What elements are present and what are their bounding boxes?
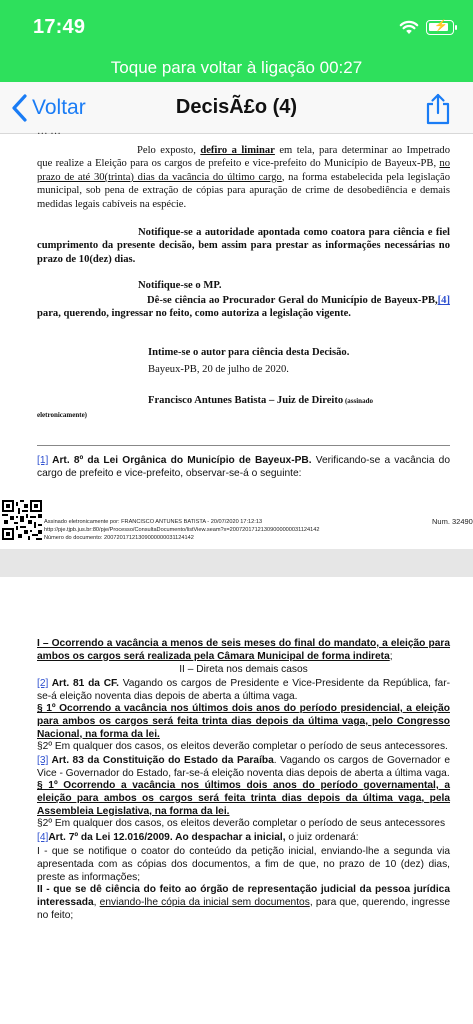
footnote-text-l8: II - que se dê ciência do feito ao órgão de representação judicial da pessoa jurídica interessada, enviando-lhe cópia da inicial sem documentos, para que, querendo, ingresse no feito;: [37, 884, 450, 921]
paragraph-intime: Intime-se o autor para ciência desta Decisão.: [148, 347, 350, 358]
footnote-3: [3] Art. 83 da Constituição do Estado da Paraíba. Vagando os cargos de Governador e Vice - Governador do Estado, far-se-á eleição noventa dias depois de aberta a última vaga.: [37, 755, 450, 779]
status-time: 17:49: [33, 16, 86, 38]
footnote-text-l4: §2º Em qualquer dos casos, os eleitos deverão completar o período de seus antecessores.: [37, 741, 448, 752]
document-page-1: [0, 126, 473, 549]
cut-off-line: … …: [37, 126, 61, 137]
paragraph-decision: Pelo exposto, defiro a liminar em tela, para determinar ao Impetrado que realize a Eleição para os cargos de prefeito e vice-prefeito do Município de Bayeux-PB, no prazo de até 30(trinta) dias da vacância do último cargo, na forma estabelecida pela legislação municipal, sob pena de extração de cópias para apuração de crime de desobediência e demais medidas legais cabíveis na espécie.: [37, 145, 450, 210]
footnote-ref-4[interactable]: [4]: [437, 295, 450, 306]
document-page-2: [0, 577, 473, 1024]
paragraph-notify-mp: Notifique-se o MP.: [138, 280, 222, 291]
footnote-text-l3: § 1º Ocorrendo a vacância nos últimos dois anos do período presidencial, a eleição para ambos os cargos será feita trinta dias depois da última vaga, pelo Congresso Nacional, na forma da lei.: [37, 703, 450, 740]
page-separator: [0, 549, 473, 577]
judge-signature: Francisco Antunes Batista – Juiz de Direito (assinado eletronicamente): [37, 395, 373, 420]
paragraph-notify-authority: Notifique-se a autoridade apontada como coatora para ciência e fiel cumprimento da presente decisão, bem assim para prestar as informações necessárias no prazo de 10(dez) dias.: [37, 227, 450, 265]
paragraph-attorney: Dê-se ciência ao Procurador Geral do Município de Bayeux-PB,[4] para, querendo, ingressar no feito, como autoriza a legislação vigente.: [37, 295, 450, 320]
footnote-2: [2] Art. 81 da CF. Vagando os cargos de Presidente e Vice-Presidente da República, far-se-á eleição noventa dias depois de aberta a última vaga.: [37, 678, 450, 702]
call-banner[interactable]: Toque para voltar à ligação 00:27: [0, 56, 473, 82]
footnote-ref-3[interactable]: [3]: [37, 755, 49, 766]
footnote-ref-4-target[interactable]: [4]: [37, 832, 49, 843]
back-label: Voltar: [32, 96, 86, 119]
footnote-text-l6: §2º Em qualquer dos casos, os eleitos deverão completar o período de seus antecessores: [37, 818, 446, 829]
sig-line-url: http://pje.tjpb.jus.br:80/pje/Processo/ConsultaDocumento/listView.seam?x=20072017121309000000031124142: [44, 527, 320, 533]
page-title: DecisÃ£o (4): [175, 96, 298, 118]
document-viewer[interactable]: [0, 126, 473, 1024]
footnote-text-l2: II – Direta nos demais casos: [179, 664, 308, 675]
battery-charging-icon: ⚡: [426, 20, 454, 35]
paragraph-date: Bayeux-PB, 20 de julho de 2020.: [148, 364, 289, 375]
footnote-1: [1] Art. 8º da Lei Orgânica do Município de Bayeux-PB. Verificando-se a vacância do cargo de prefeito e vice-prefeito, observar-se-á o seguinte:: [37, 455, 450, 479]
footnote-text-l1: I – Ocorrendo a vacância a menos de seis meses do final do mandato, a eleição para ambos os cargos será realizada pela Câmara Municipal de forma indireta;: [37, 638, 450, 662]
wifi-icon: [399, 19, 419, 35]
footnote-text-l5: § 1º Ocorrendo a vacância nos últimos dois anos do período governamental, a eleição para ambos os cargos será feita trinta dias depois da última vaga, pela Assembleia Legislativa, na forma da lei.: [37, 780, 450, 817]
sig-line-docnumber: Número do documento: 20072017121309000000031124142: [44, 535, 194, 541]
electronic-signature-info: [44, 518, 404, 542]
footnote-ref-2[interactable]: [2]: [37, 678, 49, 689]
sig-line-signer: Assinado eletronicamente por: FRANCISCO ANTUNES BATISTA - 20/07/2020 17:12:13: [44, 519, 263, 525]
document-num-label: Num. 32490: [432, 517, 473, 526]
footnote-ref-1[interactable]: [1]: [37, 455, 49, 466]
footnote-text-l7: I - que se notifique o coator do conteúdo da petição inicial, enviando-lhe a segunda via apresentada com as cópias dos documentos, a fim de que, no prazo de 10 (dez) dias, preste as informações;: [37, 846, 450, 883]
footnote-divider: [37, 445, 450, 446]
qr-code-icon: [2, 500, 42, 540]
status-bar: [0, 0, 473, 56]
share-icon[interactable]: [424, 93, 452, 125]
footnote-4: [4]Art. 7º da Lei 12.016/2009. Ao despachar a inicial, o juiz ordenará:: [37, 832, 359, 843]
